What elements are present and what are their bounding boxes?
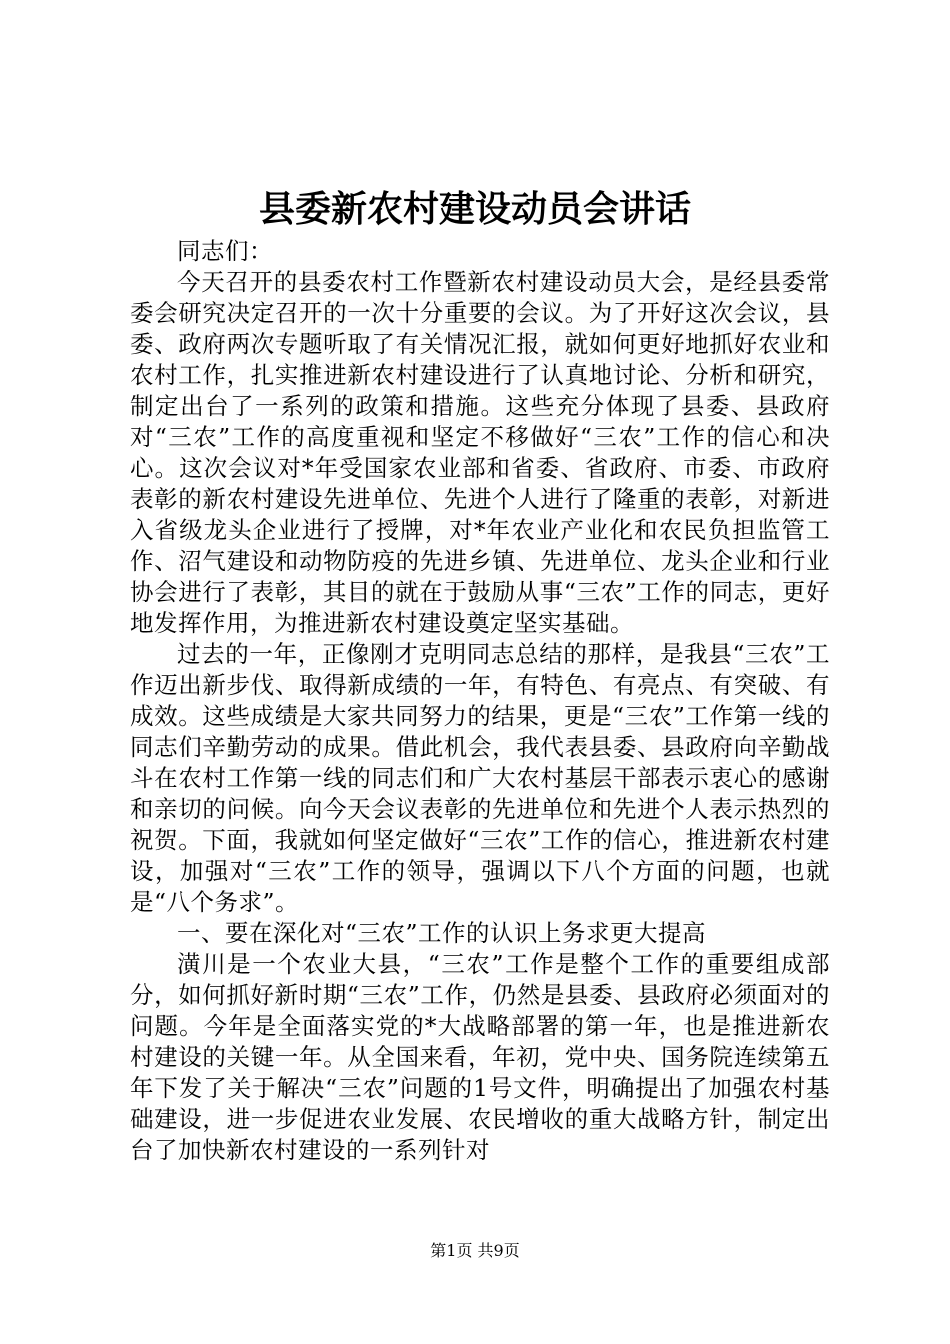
document-body — [130, 236, 830, 1166]
document-title: 县委新农村建设动员会讲话 — [258, 188, 691, 230]
section-heading-1: 一、要在深化对“三农”工作的认识上务求更大提高 — [177, 919, 707, 947]
paragraph-opening: 今天召开的县委农村工作暨新农村建设动员大会，是经县委常委会研究决定召开的一次十分重要的会议。为了开好这次会议，县委、政府两次专题听取了有关情况汇报，就如何更好地抓好农业和农村工作，扎实推进新农村建设进行了认真地讨论、分析和研究，制定出台了一系列的政策和措施。这些充分体现了县委、县政府对“三农”工作的高度重视和坚定不移做好“三农”工作的信心和决心。这次会议对*年受国家农业部和省委、省政府、市委、市政府表彰的新农村建设先进单位、先进个人进行了隆重的表彰，对新进入省级龙头企业进行了授牌，对*年农业产业化和农民负担监管工作、沼气建设和动物防疫的先进乡镇、先进单位、龙头企业和行业协会进行了表彰，其目的就在于鼓励从事“三农”工作的同志，更好地发挥作用，为推进新农村建设奠定坚实基础。 — [130, 268, 830, 637]
paragraph-review: 过去的一年，正像刚才克明同志总结的那样，是我县“三农”工作迈出新步伐、取得新成绩的一年，有特色、有亮点、有突破、有成效。这些成绩是大家共同努力的结果，更是“三农”工作第一线的同志们辛勤劳动的成果。借此机会，我代表县委、县政府向辛勤战斗在农村工作第一线的同志们和广大农村基层干部表示衷心的感谢和亲切的问候。向今天会议表彰的先进单位和先进个人表示热烈的祝贺。下面，我就如何坚定做好“三农”工作的信心，推进新农村建设，加强对“三农”工作的领导，强调以下八个方面的问题，也就是“八个务求”。 — [130, 640, 830, 916]
page-footer: 第1页 共9页 — [430, 1241, 520, 1260]
paragraph-section-1: 潢川是一个农业大县，“三农”工作是整个工作的重要组成部分，如何抓好新时期“三农”工作，仍然是县委、县政府必须面对的问题。今年是全面落实党的*大战略部署的第一年，也是推进新农村建设的关键一年。从全国来看，年初，党中央、国务院连续第五年下发了关于解决“三农”问题的1号文件，明确提出了加强农村基础建设，进一步促进农业发展、农民增收的重大战略方针，制定出台了加快新农村建设的一系列针对 — [130, 950, 830, 1164]
salutation: 同志们： — [177, 237, 273, 265]
